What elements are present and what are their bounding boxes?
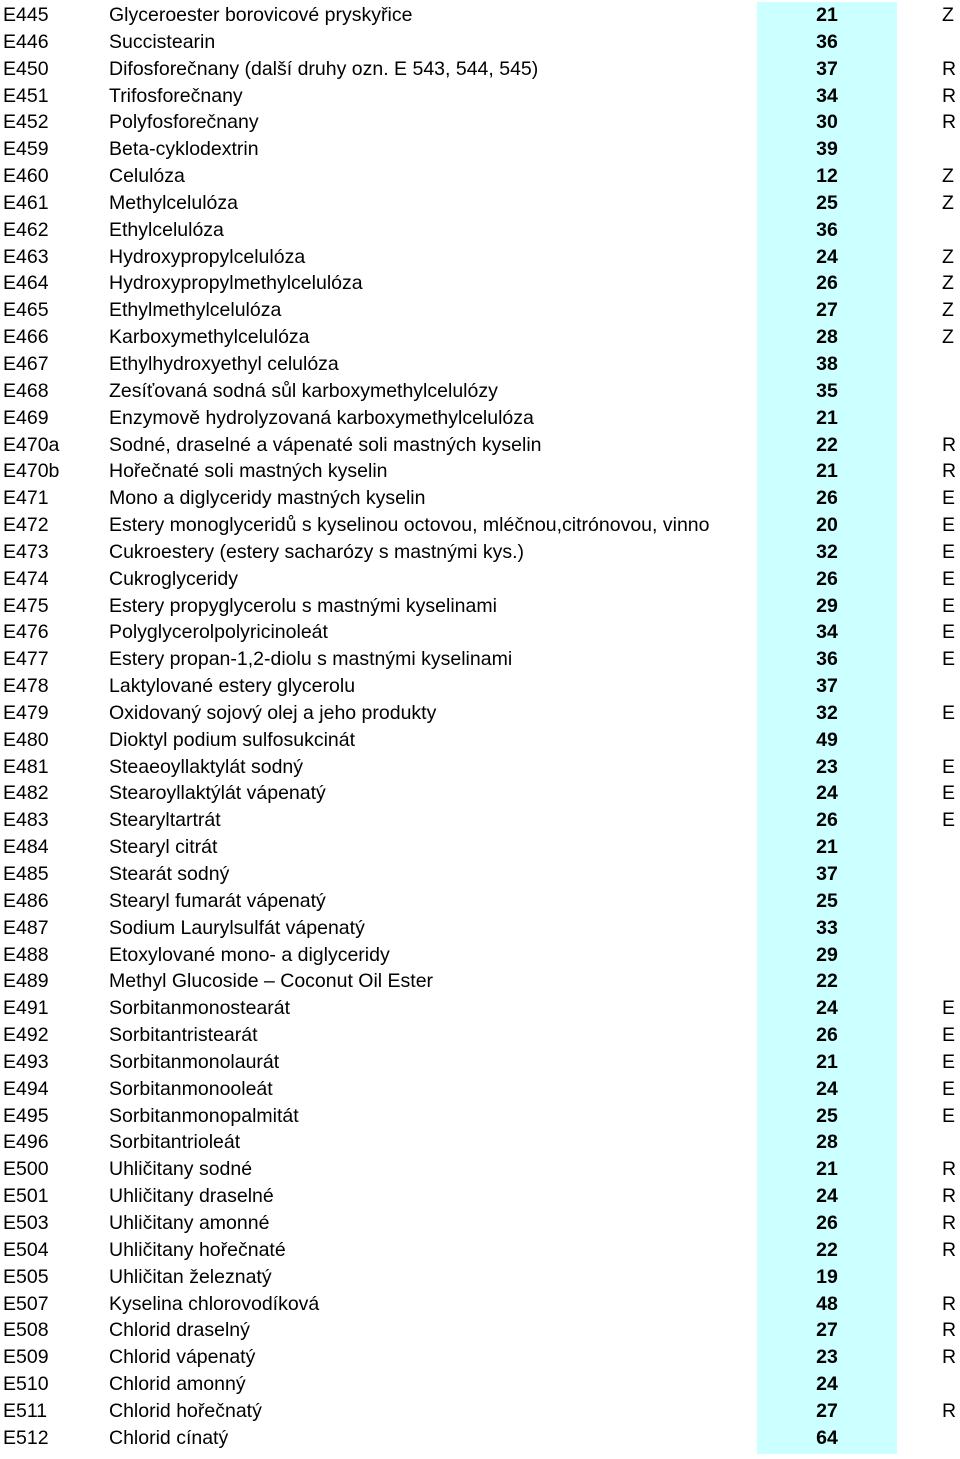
additive-name: Methylcelulóza: [109, 191, 238, 214]
table-row: [0, 485, 960, 512]
additive-code: E462: [3, 218, 49, 241]
additive-number: 38: [816, 352, 838, 375]
additive-number: 27: [816, 1319, 838, 1342]
additive-number: 24: [816, 1185, 838, 1208]
additive-code: E489: [3, 970, 49, 993]
table-row: [0, 807, 960, 834]
additive-code: E505: [3, 1265, 49, 1288]
additive-code: E488: [3, 943, 49, 966]
additive-number: 21: [816, 4, 838, 26]
additive-name: Ethylhydroxyethyl celulóza: [109, 352, 339, 375]
additive-name: Steaeoyllaktylát sodný: [109, 755, 304, 778]
additive-code: E501: [3, 1185, 49, 1208]
table-row: [0, 270, 960, 297]
table-row: [0, 109, 960, 136]
additive-flag: R: [942, 84, 957, 107]
table-row: [0, 1237, 960, 1264]
additive-number: 64: [816, 1426, 838, 1449]
table-row: [0, 566, 960, 593]
additive-name: Methyl Glucoside – Coconut Oil Ester: [109, 970, 434, 993]
additive-flag: E: [942, 648, 956, 671]
additive-flag: R: [942, 433, 957, 456]
additive-name: Uhličitany amonné: [109, 1211, 270, 1234]
table-row: [0, 646, 960, 673]
additive-code: E472: [3, 514, 49, 537]
table-row: [0, 1103, 960, 1130]
additive-flag: R: [942, 57, 957, 80]
additive-flag: R: [942, 1185, 957, 1208]
additive-number: 21: [816, 460, 838, 483]
additive-flag: Z: [942, 272, 954, 295]
table-row: [0, 539, 960, 566]
additive-name: Enzymově hydrolyzovaná karboxymethylcelulóza: [109, 406, 534, 429]
additive-code: E475: [3, 594, 49, 617]
additive-flag: Z: [942, 299, 954, 322]
additive-code: E492: [3, 1024, 49, 1047]
additive-number: 34: [816, 84, 838, 107]
table-row: [0, 727, 960, 754]
additive-code: E482: [3, 782, 49, 805]
additive-name: Stearyl citrát: [109, 836, 218, 859]
table-row: [0, 190, 960, 217]
additive-number: 26: [816, 1024, 838, 1047]
additive-flag: Z: [942, 191, 954, 214]
additive-number: 29: [816, 594, 838, 617]
additive-flag: R: [942, 1399, 957, 1422]
table-row: [0, 1317, 960, 1344]
additive-code: E470a: [3, 433, 60, 456]
additive-number: 26: [816, 1211, 838, 1234]
additive-code: E468: [3, 379, 49, 402]
table-row: [0, 163, 960, 190]
additive-number: 35: [816, 379, 838, 402]
table-row: [0, 405, 960, 432]
additive-code: E459: [3, 138, 49, 161]
additive-number: 37: [816, 863, 838, 885]
additive-number: 49: [816, 728, 838, 751]
additive-name: Uhličitany draselné: [109, 1185, 274, 1208]
additive-flag: E: [942, 755, 956, 778]
table-row: [0, 297, 960, 324]
table-row: [0, 1344, 960, 1371]
additive-code: E508: [3, 1319, 49, 1342]
additive-code: E487: [3, 916, 49, 939]
additive-number: 24: [816, 997, 838, 1020]
additive-name: Hydroxypropylmethylcelulóza: [109, 272, 363, 295]
additive-name: Sorbitantrioleát: [109, 1131, 241, 1154]
table-row: [0, 83, 960, 110]
additive-flag: Z: [942, 165, 954, 188]
additive-name: Stearoyllaktýlát vápenatý: [109, 782, 326, 805]
table-row: [0, 1264, 960, 1291]
additive-flag: E: [942, 487, 956, 510]
additive-name: Chlorid draselný: [109, 1319, 250, 1342]
table-row: [0, 619, 960, 646]
additive-code: E473: [3, 540, 49, 563]
additive-code: E469: [3, 406, 49, 429]
additive-name: Mono a diglyceridy mastných kyselin: [109, 487, 426, 510]
table-row: [0, 673, 960, 700]
additive-name: Estery propan-1,2-diolu s mastnými kyselinami: [109, 648, 513, 671]
additive-name: Chlorid vápenatý: [109, 1346, 256, 1369]
additive-name: Sorbitanmonooleát: [109, 1077, 273, 1100]
additive-code: E507: [3, 1292, 49, 1315]
additive-code: E446: [3, 30, 49, 53]
additive-code: E511: [3, 1399, 48, 1422]
additive-code: E470b: [3, 460, 60, 483]
additive-number: 25: [816, 1104, 838, 1127]
additive-number: 29: [816, 943, 838, 966]
additive-code: E476: [3, 621, 49, 644]
additive-flag: E: [942, 1077, 956, 1100]
additive-name: Ethylmethylcelulóza: [109, 299, 282, 322]
additive-flag: E: [942, 1050, 956, 1073]
additive-name: Sodium Laurylsulfát vápenatý: [109, 916, 365, 939]
additive-flag: R: [942, 111, 957, 134]
additive-name: Uhličitany hořečnaté: [109, 1238, 286, 1261]
table-row: [0, 512, 960, 539]
additive-number: 28: [816, 326, 838, 349]
additive-number: 23: [816, 755, 838, 778]
additive-flag: R: [942, 1319, 957, 1342]
additive-number: 24: [816, 1373, 838, 1396]
additive-name: Stearyltartrát: [109, 809, 221, 832]
additive-code: E503: [3, 1211, 49, 1234]
additive-name: Uhličitany sodné: [109, 1158, 253, 1181]
additive-name: Chlorid hořečnatý: [109, 1399, 262, 1422]
table-row: [0, 834, 960, 861]
additive-number: 21: [816, 1158, 838, 1181]
additive-code: E495: [3, 1104, 49, 1127]
table-row: [0, 432, 960, 459]
additive-code: E512: [3, 1426, 49, 1449]
additive-name: Dioktyl podium sulfosukcinát: [109, 728, 356, 751]
additive-name: Hořečnaté soli mastných kyselin: [109, 460, 388, 483]
additive-name: Laktylované estery glycerolu: [109, 675, 356, 698]
additive-code: E463: [3, 245, 49, 268]
table-row: [0, 968, 960, 995]
table-row: [0, 1156, 960, 1183]
additive-number: 26: [816, 809, 838, 832]
additive-name: Oxidovaný sojový olej a jeho produkty: [109, 701, 437, 724]
additive-number: 32: [816, 540, 838, 563]
table-row: [0, 915, 960, 942]
additive-number: 26: [816, 272, 838, 295]
additive-code: E485: [3, 863, 49, 885]
additive-flag: Z: [942, 4, 954, 26]
table-row: [0, 2, 960, 29]
additive-number: 24: [816, 1077, 838, 1100]
additive-code: E466: [3, 326, 49, 349]
table-row: [0, 56, 960, 83]
additive-name: Celulóza: [109, 165, 185, 188]
table-row: [0, 754, 960, 781]
table-row: [0, 29, 960, 56]
table-row: [0, 942, 960, 969]
additive-code: E493: [3, 1050, 49, 1073]
additive-number: 30: [816, 111, 838, 134]
table-row: [0, 593, 960, 620]
additive-number: 33: [816, 916, 838, 939]
table-row: [0, 1291, 960, 1318]
additive-name: Hydroxypropylcelulóza: [109, 245, 306, 268]
additive-number: 36: [816, 30, 838, 53]
additive-number: 48: [816, 1292, 838, 1315]
additive-code: E477: [3, 648, 49, 671]
additive-name: Kyselina chlorovodíková: [109, 1292, 320, 1315]
table-row: [0, 378, 960, 405]
table-body: [0, 2, 960, 1452]
additive-number: 34: [816, 621, 838, 644]
table-row: [0, 1398, 960, 1425]
additive-number: 22: [816, 1238, 838, 1261]
table-row: [0, 1049, 960, 1076]
table-row: [0, 888, 960, 915]
additive-name: Zesíťovaná sodná sůl karboxymethylcelulózy: [109, 379, 498, 402]
table-row: [0, 1210, 960, 1237]
additive-code: E483: [3, 809, 49, 832]
additive-code: E500: [3, 1158, 49, 1181]
table-row: [0, 1076, 960, 1103]
additive-code: E491: [3, 997, 49, 1020]
additive-number: 23: [816, 1346, 838, 1369]
additive-number: 25: [816, 889, 838, 912]
additive-code: E452: [3, 111, 49, 134]
additive-name: Estery propyglycerolu s mastnými kyselinami: [109, 594, 497, 617]
table-row: [0, 1129, 960, 1156]
additive-number: 22: [816, 433, 838, 456]
additive-flag: E: [942, 540, 956, 563]
additive-code: E481: [3, 755, 49, 778]
additive-code: E510: [3, 1373, 49, 1396]
additive-name: Beta-cyklodextrin: [109, 138, 259, 161]
table-row: [0, 780, 960, 807]
additive-name: Sorbitantristearát: [109, 1024, 258, 1047]
additive-code: E461: [3, 191, 49, 214]
additive-name: Karboxymethylcelulóza: [109, 326, 310, 349]
additive-name: Chlorid amonný: [109, 1373, 246, 1396]
additive-number: 12: [816, 165, 838, 188]
additive-code: E445: [3, 4, 49, 26]
additive-name: Uhličitan železnatý: [109, 1265, 272, 1288]
additive-flag: E: [942, 621, 956, 644]
additive-name: Sorbitanmonostearát: [109, 997, 291, 1020]
additive-name: Glyceroester borovicové pryskyřice: [109, 4, 413, 26]
table-row: [0, 1022, 960, 1049]
additive-flag: Z: [942, 245, 954, 268]
additive-number: 37: [816, 57, 838, 80]
additive-name: Difosforečnany (další druhy ozn. E 543, 544, 545): [109, 57, 539, 80]
additive-name: Ethylcelulóza: [109, 218, 224, 241]
table-row: [0, 1425, 960, 1452]
additive-flag: E: [942, 782, 956, 805]
additive-code: E478: [3, 675, 49, 698]
additive-number: 26: [816, 567, 838, 590]
additive-name: Stearyl fumarát vápenatý: [109, 889, 326, 912]
table-row: [0, 217, 960, 244]
additive-code: E451: [3, 84, 49, 107]
additive-flag: R: [942, 1238, 957, 1261]
additive-code: E471: [3, 487, 49, 510]
additive-name: Polyfosforečnany: [109, 111, 259, 134]
additive-name: Sorbitanmonopalmitát: [109, 1104, 299, 1127]
table-row: [0, 1183, 960, 1210]
additive-flag: E: [942, 594, 956, 617]
table-row: [0, 861, 960, 888]
additive-code: E474: [3, 567, 49, 590]
additive-code: E465: [3, 299, 49, 322]
additive-code: E509: [3, 1346, 49, 1369]
additive-number: 36: [816, 648, 838, 671]
additive-number: 36: [816, 218, 838, 241]
additive-number: 28: [816, 1131, 838, 1154]
additive-name: Succistearin: [109, 30, 216, 53]
additive-name: Sorbitanmonolaurát: [109, 1050, 280, 1073]
additive-number: 26: [816, 487, 838, 510]
additive-name: Cukroestery (estery sacharózy s mastnými kys.): [109, 540, 525, 563]
additive-code: E484: [3, 836, 49, 859]
additive-flag: E: [942, 1024, 956, 1047]
additive-flag: E: [942, 997, 956, 1020]
additive-name: Trifosforečnany: [109, 84, 243, 107]
additive-flag: E: [942, 567, 956, 590]
additive-name: Cukroglyceridy: [109, 567, 238, 590]
additive-number: 21: [816, 836, 838, 859]
table-row: [0, 700, 960, 727]
table-row: [0, 136, 960, 163]
additive-number: 22: [816, 970, 838, 993]
additive-number: 20: [816, 514, 838, 537]
additive-code: E486: [3, 889, 49, 912]
additive-flag: R: [942, 1211, 957, 1234]
additive-code: E460: [3, 165, 49, 188]
additive-code: E467: [3, 352, 49, 375]
additive-number: 19: [816, 1265, 838, 1288]
additives-table: [0, 2, 960, 1452]
additive-flag: R: [942, 1158, 957, 1181]
additive-number: 39: [816, 138, 838, 161]
additive-name: Chlorid cínatý: [109, 1426, 229, 1449]
additive-name: Polyglycerolpolyricinoleát: [109, 621, 328, 644]
additive-flag: R: [942, 1292, 957, 1315]
additive-number: 24: [816, 245, 838, 268]
additive-number: 27: [816, 299, 838, 322]
additive-flag: E: [942, 809, 956, 832]
additive-code: E464: [3, 272, 49, 295]
table-row: [0, 995, 960, 1022]
additive-flag: E: [942, 701, 956, 724]
additive-code: E450: [3, 57, 49, 80]
table-row: [0, 244, 960, 271]
additive-flag: E: [942, 1104, 956, 1127]
additive-code: E480: [3, 728, 49, 751]
additive-flag: Z: [942, 326, 954, 349]
additive-number: 21: [816, 1050, 838, 1073]
additive-code: E494: [3, 1077, 49, 1100]
additive-number: 32: [816, 701, 838, 724]
additive-number: 27: [816, 1399, 838, 1422]
table-row: [0, 351, 960, 378]
additive-code: E496: [3, 1131, 49, 1154]
additive-flag: R: [942, 460, 957, 483]
additive-flag: R: [942, 1346, 957, 1369]
additive-flag: E: [942, 514, 956, 537]
table-row: [0, 458, 960, 485]
table-row: [0, 1371, 960, 1398]
additive-code: E504: [3, 1238, 49, 1261]
additive-name: Estery monoglyceridů s kyselinou octovou, mléčnou,citrónovou, vinno: [109, 514, 710, 537]
additive-name: Etoxylované mono- a diglyceridy: [109, 943, 390, 966]
additive-number: 24: [816, 782, 838, 805]
additive-number: 37: [816, 675, 838, 698]
additive-code: E479: [3, 701, 49, 724]
table-row: [0, 324, 960, 351]
additive-number: 25: [816, 191, 838, 214]
additive-name: Sodné, draselné a vápenaté soli mastných kyselin: [109, 433, 542, 456]
additive-number: 21: [816, 406, 838, 429]
additive-name: Stearát sodný: [109, 863, 230, 885]
